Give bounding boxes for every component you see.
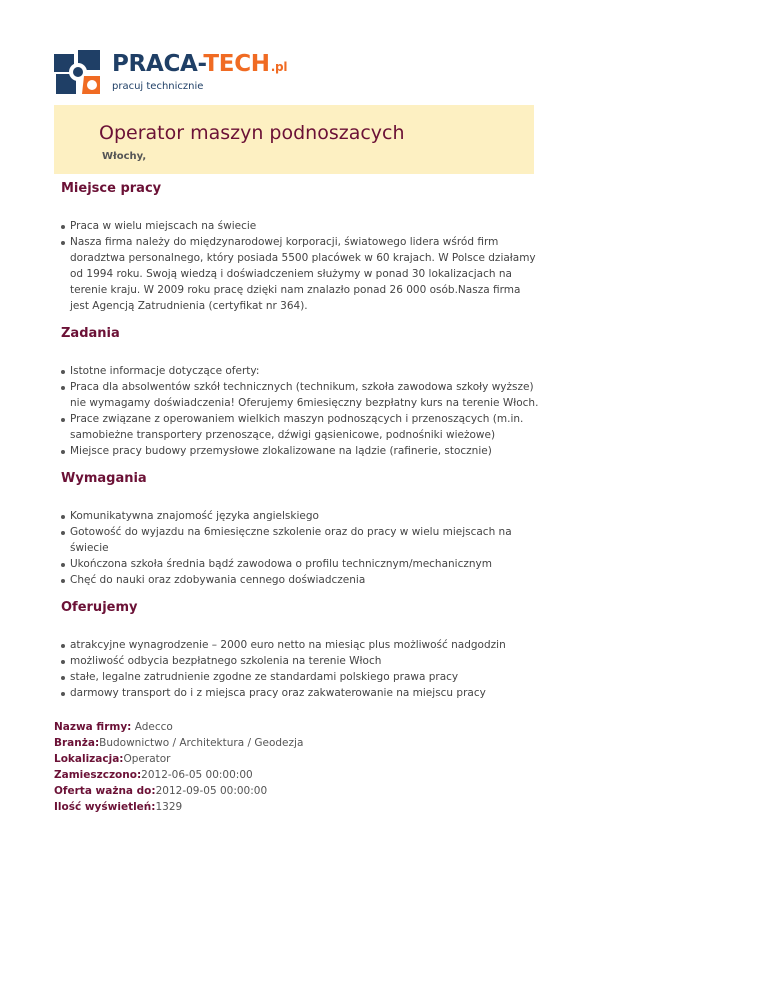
- list-item: Istotne informacje dotyczące oferty:: [61, 363, 542, 379]
- detail-label: Lokalizacja:: [54, 753, 124, 765]
- site-logo[interactable]: [54, 48, 534, 96]
- bullet-list: [61, 508, 534, 588]
- section-heading: Wymagania: [61, 471, 147, 486]
- logo-brand-accent: TECH: [203, 51, 270, 77]
- detail-value: Operator: [123, 753, 171, 765]
- logo-slogan: pracuj technicznie: [112, 81, 204, 92]
- section-workplace: [61, 181, 534, 314]
- list-item: Komunikatywna znajomość języka angielskiego: [61, 508, 542, 524]
- job-location: Włochy,: [102, 151, 147, 162]
- detail-value: Budownictwo / Architektura / Geodezja: [99, 737, 304, 749]
- section-requirements: [61, 471, 534, 588]
- list-item: Chęć do nauki oraz zdobywania cennego doświadczenia: [61, 572, 542, 588]
- list-item: Praca w wielu miejscach na świecie: [61, 218, 542, 234]
- list-item: możliwość odbycia bezpłatnego szkolenia na terenie Włoch: [61, 653, 542, 669]
- gear-logo-icon: [54, 48, 102, 96]
- detail-value: 2012-06-05 00:00:00: [141, 769, 253, 781]
- list-item: darmowy transport do i z miejsca pracy oraz zakwaterowanie na miejscu pracy: [61, 685, 542, 701]
- logo-brand-main: PRACA-: [112, 51, 204, 77]
- detail-location: [54, 751, 534, 767]
- section-heading: Miejsce pracy: [61, 181, 162, 196]
- detail-value: 1329: [155, 801, 183, 813]
- list-item: Nasza firma należy do międzynarodowej korporacji, światowego lidera wśród firm doradztwa personalnego, który posiada 5500 placówek w 60 krajach. W Polsce działamy od 1994 roku. Swoją wiedzą i doświadczeniem służymy w ponad 30 lokalizacjach na terenie kraju. W 2009 roku pracę dzięki nam znalazło ponad 26 000 osób.Nasza firma jest Agencją Zatrudnienia (certyfikat nr 364).: [61, 234, 542, 314]
- job-offer-page: [54, 48, 539, 815]
- list-item: Gotowość do wyjazdu na 6miesięczne szkolenie oraz do pracy w wielu miejscach na świecie: [61, 524, 542, 556]
- list-item: Praca dla absolwentów szkół technicznych (technikum, szkoła zawodowa szkoły wyższe) nie wymagamy doświadczenia! Oferujemy 6miesięczny bezpłatny kurs na terenie Włoch.: [61, 379, 542, 411]
- section-heading: Oferujemy: [61, 600, 138, 615]
- list-item: Ukończona szkoła średnia bądź zawodowa o profilu technicznym/mechanicznym: [61, 556, 542, 572]
- list-item: Miejsce pracy budowy przemysłowe zlokalizowane na lądzie (rafinerie, stocznie): [61, 443, 542, 459]
- detail-industry: [54, 735, 534, 751]
- bullet-list: [61, 637, 534, 701]
- job-title-box: [54, 105, 534, 174]
- bullet-list: [61, 363, 539, 459]
- list-item: Prace związane z operowaniem wielkich maszyn podnoszących i przenoszących (m.in. samobieżne transportery przenoszące, dźwigi gąsienicowe, podnośniki wieżowe): [61, 411, 542, 443]
- list-item: stałe, legalne zatrudnienie zgodne ze standardami polskiego prawa pracy: [61, 669, 542, 685]
- detail-value: 2012-09-05 00:00:00: [155, 785, 268, 797]
- detail-label: Oferta ważna do:: [54, 785, 156, 797]
- detail-value: Adecco: [131, 721, 173, 733]
- job-title: Operator maszyn podnoszacych: [99, 122, 405, 144]
- detail-views: [54, 799, 534, 815]
- list-item: atrakcyjne wynagrodzenie – 2000 euro netto na miesiąc plus możliwość nadgodzin: [61, 637, 542, 653]
- detail-posted: [54, 767, 534, 783]
- bullet-list: [61, 218, 534, 314]
- detail-company: [54, 719, 534, 735]
- detail-label: Branża:: [54, 737, 100, 749]
- offer-details: [54, 719, 534, 815]
- section-tasks: [61, 326, 539, 459]
- logo-brand: [112, 52, 287, 79]
- detail-label: Nazwa firmy:: [54, 721, 132, 733]
- detail-label: Ilość wyświetleń:: [54, 801, 156, 813]
- section-heading: Zadania: [61, 326, 120, 341]
- logo-brand-tld: .pl: [270, 60, 288, 74]
- detail-valid-until: [54, 783, 534, 799]
- detail-label: Zamieszczono:: [54, 769, 142, 781]
- section-offer: [61, 600, 534, 701]
